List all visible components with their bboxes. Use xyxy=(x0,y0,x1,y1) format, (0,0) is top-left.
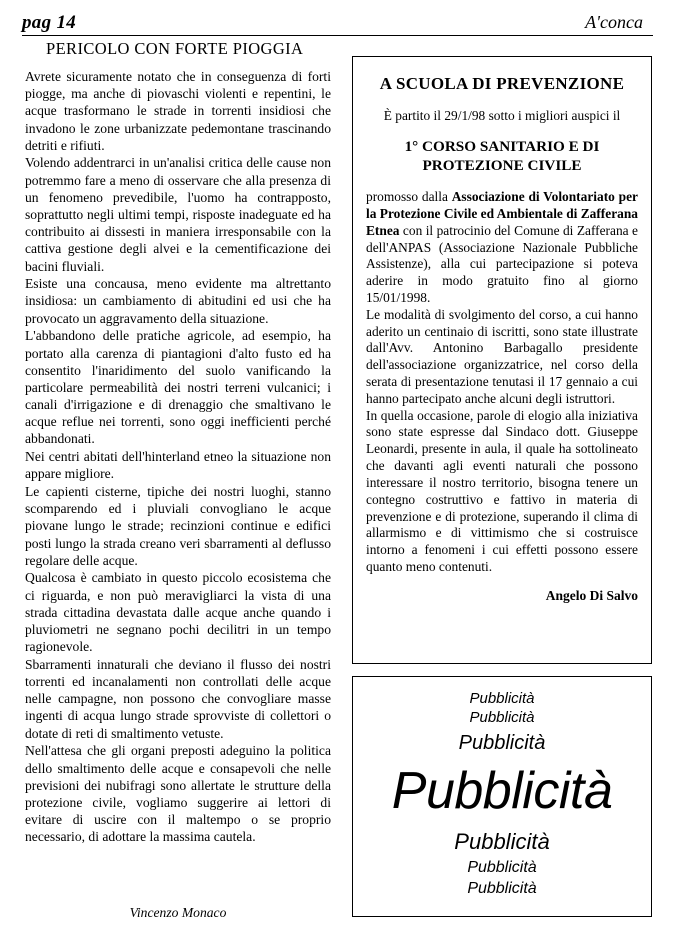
article-paragraph: Avrete sicuramente notato che in conseguenza di forti piogge, ma anche di piovaschi violenti e repentini, le acque trasformano le strade in torrenti insidiosi che invadono le zone urbanizzate pedemontane trascinando detriti e rifiuti. xyxy=(25,69,331,153)
ad-line: Pubblicità xyxy=(469,708,535,726)
article-body xyxy=(25,68,331,846)
sidebar-signature: Angelo Di Salvo xyxy=(545,587,638,603)
sidebar-body-text: promosso dalla Associazione di Volontariato per la Protezione Civile ed Ambientale di Zafferana Etnea con il patrocinio del Comune di Zafferana e dell'ANPAS (Associazione Nazionale Pubbliche Assistenze), alla cui partecipazione si poteva aderire in modo gratuito fino al giorno 15/01/1998. Le modalità di svolgimento del corso, a cui hanno aderito un centinaio di iscritti, sono state illustrate dall'Avv. Antonino Barbagallo presidente dell'associazione organizzatrice, nel corso della serata di presentazione tenutasi il 17 gennaio a cui hanno partecipato anche alcuni degli istruttori. In quella occasione, parole di elogio alla iniziativa sono state espresse dal Sindaco dott. Giuseppe Leonardi, presente in aula, il quale ha sottolineato che davanti agli eventi naturali che possono interessare il nostro territorio, bisogna tenere un contegno costruttivo e fattivo in materia di prevenzione e di protezione, superando il clima di allarmismo e di vittimismo che si costruisce intorno a fenomeni i cui effetti possono essere quanto meno contenuti. xyxy=(366,189,638,574)
sidebar-subtitle: È partito il 29/1/98 sotto i migliori auspici il xyxy=(383,108,621,123)
ad-line: Pubblicità xyxy=(469,690,535,707)
ad-line: Pubblicità xyxy=(458,731,546,754)
article-paragraph: Volendo addentrarci in un'analisi critica delle cause non potremmo fare a meno di osservare che alla presenza di un fenomeno prevedibile, l'uomo ha contrapposto, soprattutto negli ultimi tempi, risposte inadeguate ed ha contribuito ai dissesti in maniera irresponsabile con la cattiva gestione degli alvei e la cementificazione dei bacini fluviali. xyxy=(25,155,331,274)
ad-line: Pubblicità xyxy=(467,879,537,897)
ad-line: Pubblicità xyxy=(467,858,537,876)
header-divider xyxy=(22,35,653,36)
article-byline: Vincenzo Monaco xyxy=(129,905,227,920)
page-number-label: pag 14 xyxy=(22,12,77,33)
page-header xyxy=(22,12,653,34)
article-title: PERICOLO CON FORTE PIOGGIA xyxy=(46,39,304,58)
ad-line: Pubblicità xyxy=(454,829,550,855)
sidebar-body xyxy=(366,189,638,576)
sidebar-article-box xyxy=(352,56,652,664)
ad-line: Pubblicità xyxy=(391,761,613,820)
advertisement-box xyxy=(352,676,652,917)
sidebar-course-title: 1° CORSO SANITARIO E DI PROTEZIONE CIVILE xyxy=(404,138,600,174)
publication-title: A'conca xyxy=(585,12,643,32)
sidebar-title: A SCUOLA DI PREVENZIONE xyxy=(379,74,625,93)
article-paragraph: Le capienti cisterne, tipiche dei nostri luoghi, stanno scomparendo ed i pluviali convogliano le acque piovane lungo le strade; recinzioni continue e edifici posti lungo la strada creano veri sbarramenti al deflusso regolare delle acque. xyxy=(25,484,331,568)
article-paragraph: L'abbandono delle pratiche agricole, ad esempio, ha portato alla carenza di piantagioni d'alto fusto ed ha consentito l'inaridimento del suolo vanificando la particolare permeabilità dei nostri terreni vulcanici; i canali d'irrigazione e di drenaggio che smaltivano le acque reflue nei torrenti, sono oggi inefficienti perché abbandonati. xyxy=(25,328,331,447)
article-paragraph: Nell'attesa che gli organi preposti adeguino la politica dello smaltimento delle acque e consapevoli che nelle previsioni dei nubifragi sono allertate le strutture della protezione civile, vogliamo suggerire ai lettori di evitare di uscire con il maltempo o se proprio necessario, di adottare la massima cautela. xyxy=(25,743,331,845)
article-paragraph: Esiste una concausa, meno evidente ma altrettanto insidiosa: un cambiamento di abitudini ed usi che ha provocato un aggravamento della situazione. xyxy=(25,276,331,326)
article-paragraph: Qualcosa è cambiato in questo piccolo ecosistema che ci riguarda, e non può meravigliarci la vista di una strada cittadina devastata dalle acque anche quando i pluviometri ne segnano pochi decilitri in un tempo ragionevole. xyxy=(25,570,331,655)
article-paragraph: Nei centri abitati dell'hinterland etneo la situazione non appare migliore. xyxy=(25,449,331,482)
article-paragraph: Sbarramenti innaturali che deviano il flusso dei nostri torrenti ed incanalamenti non controllati delle acque nelle campagne, non possono che convogliare masse ingenti di acqua lungo strade sprovviste di collettori o dotate di reti di smaltimento vetuste. xyxy=(25,656,331,741)
